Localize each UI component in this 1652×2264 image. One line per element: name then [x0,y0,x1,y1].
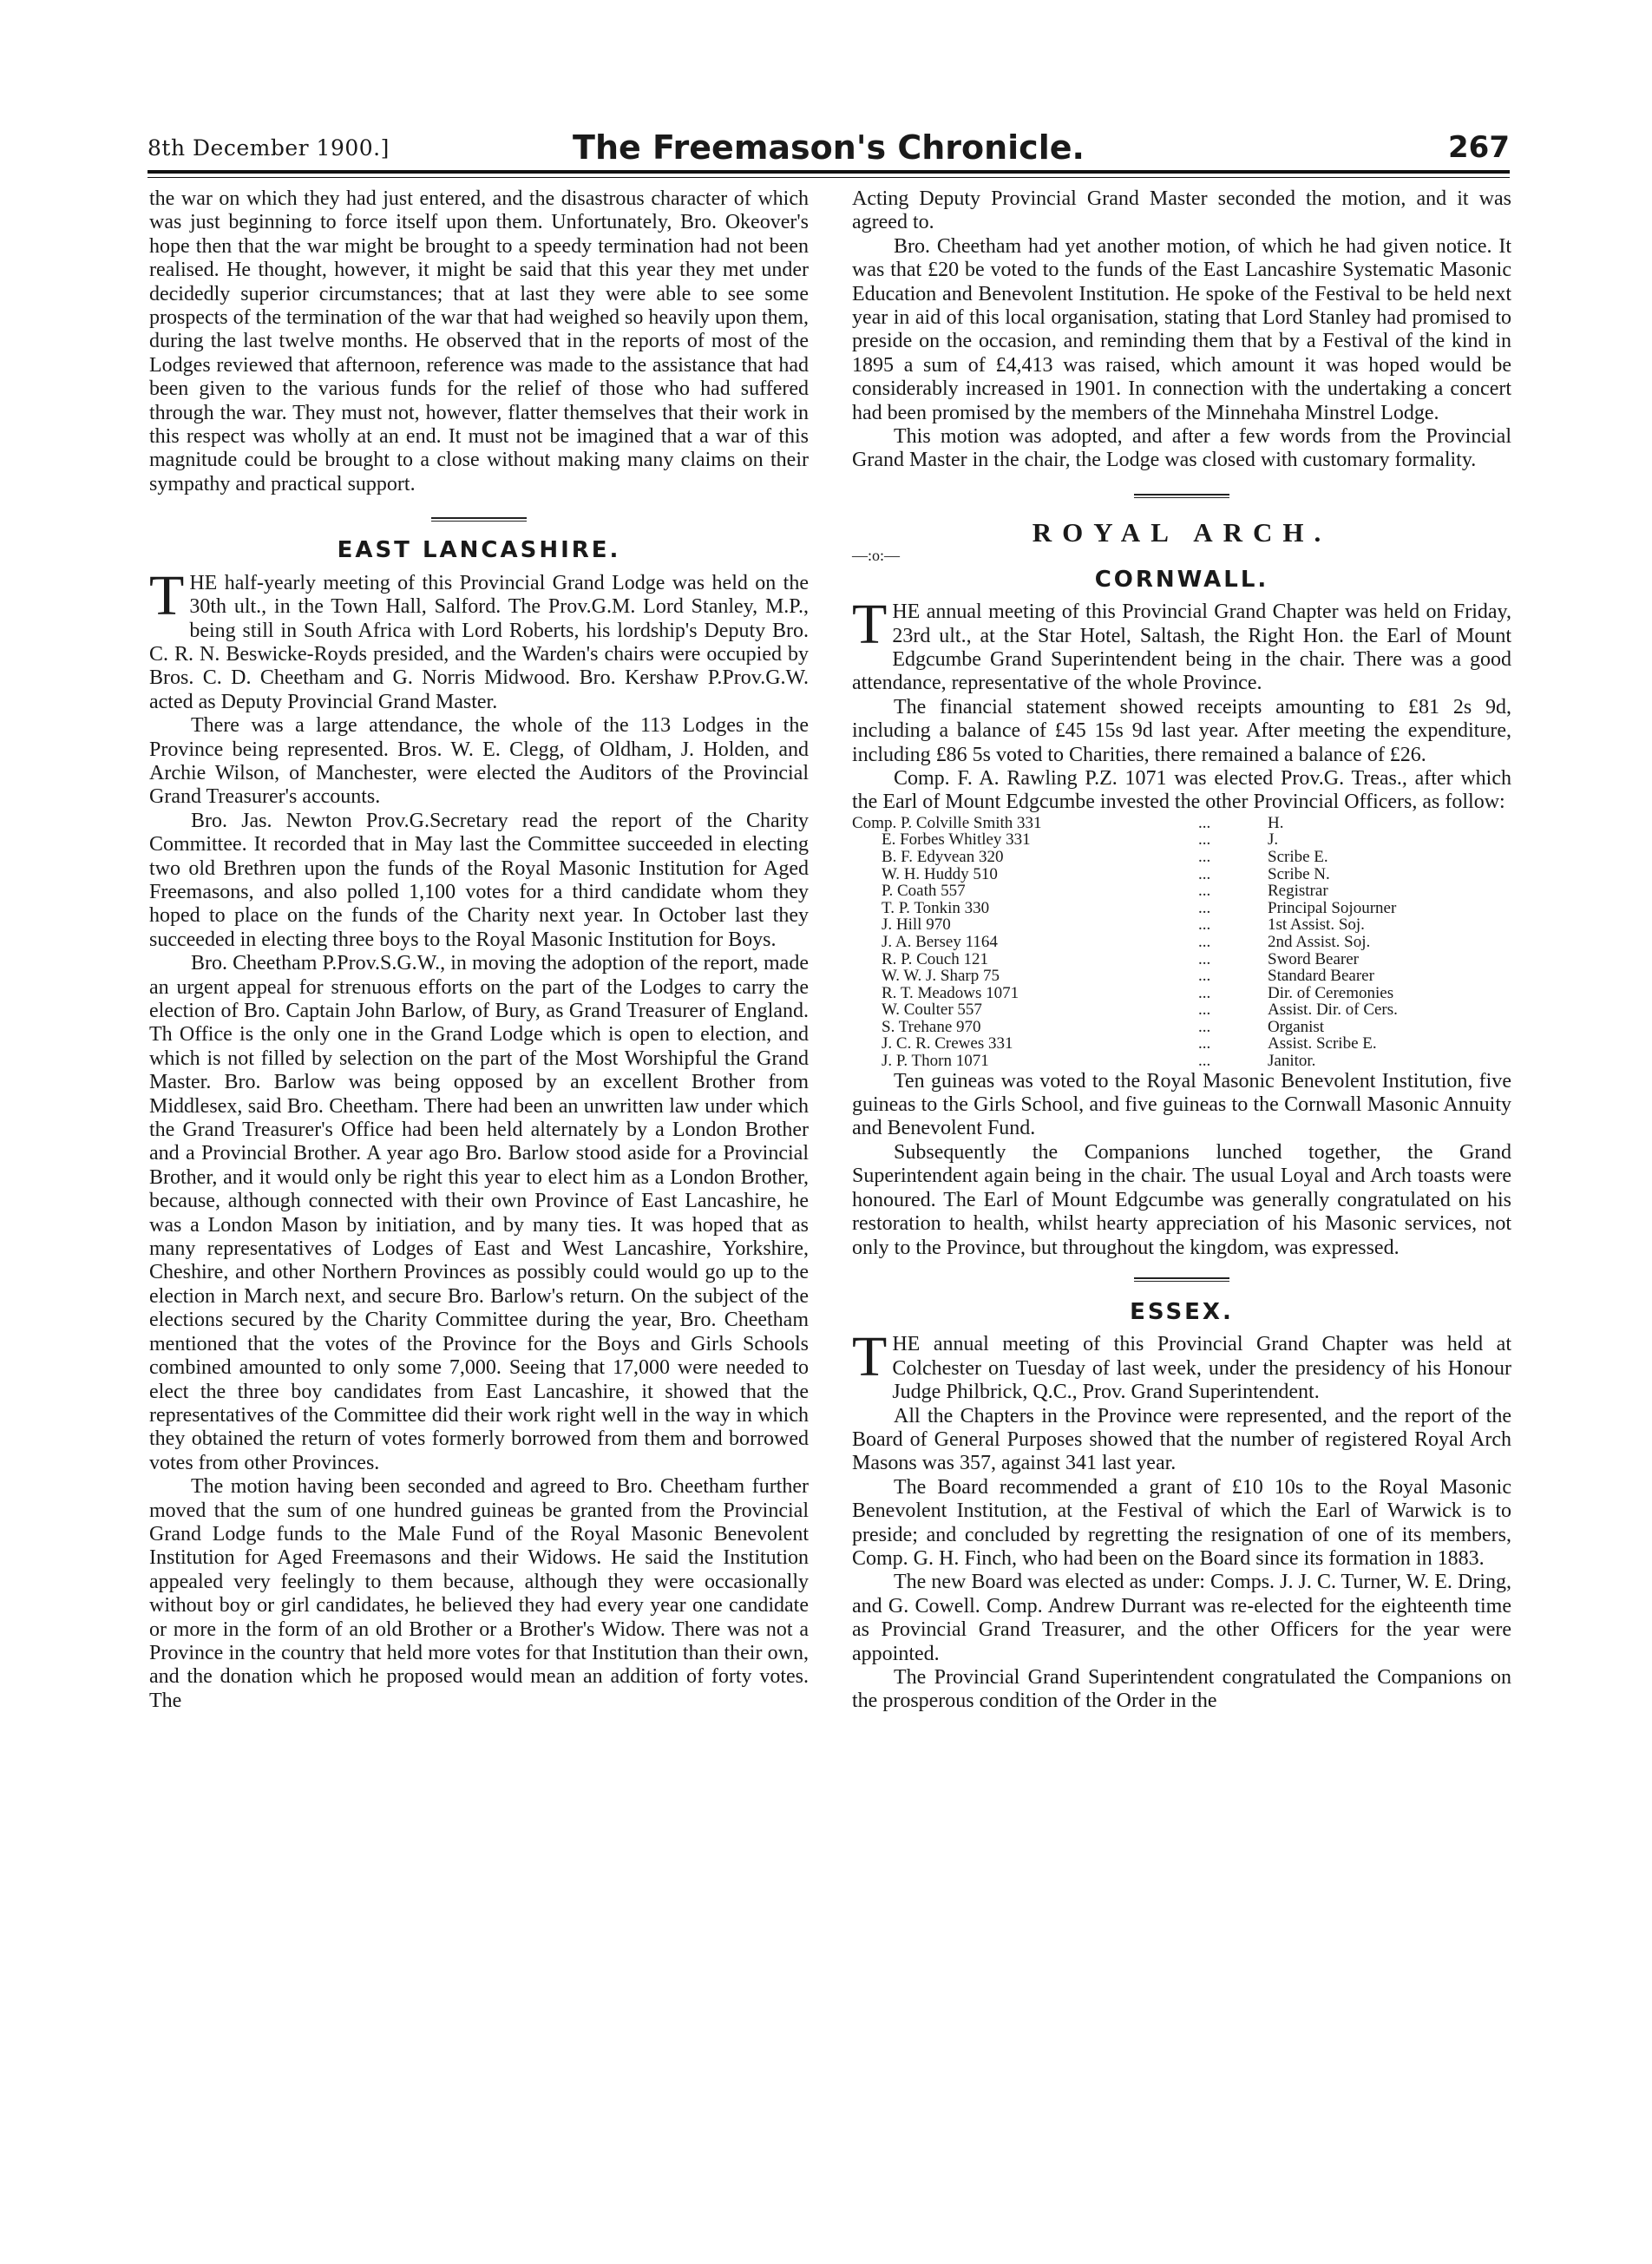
drop-cap: T [852,1325,888,1389]
officer-row [852,934,1511,951]
cornwall-paragraph-5: Subsequently the Companions lunched together, the Grand Superintendent again being in the chair. The usual Loyal and Arch toasts were honoured. The Earl of Mount Edgcumbe was generally congratulated on his restoration to health, whilst hearty appreciation of his Masonic services, not only to the Province, but throughout the kingdom, was expressed. [852,1140,1511,1259]
officer-office: J. [1268,830,1279,850]
officer-name: B. F. Edyvean 320 [882,847,1004,866]
officer-row [852,985,1511,1002]
officer-office: Principal Sojourner [1268,898,1397,917]
motion-adopted-paragraph: This motion was adopted, and after a few words from the Provincial Grand Master in the chair, the Lodge was closed with customary formality. [852,425,1511,472]
officer-name: S. Trehane 970 [882,1017,981,1036]
officer-name: T. P. Tonkin 330 [882,898,990,917]
officer-office: 2nd Assist. Soj. [1268,932,1371,951]
section-heading-royal-arch: ROYAL ARCH. [1032,516,1332,548]
officer-office: 1st Assist. Soj. [1268,915,1365,935]
leader-dots: ... [1198,898,1211,917]
leader-dots: ... [1198,813,1211,832]
officer-name: J. P. Thorn 1071 [882,1052,989,1071]
leader-dots: ... [1198,932,1211,951]
essex-paragraph-3: The Board recommended a grant of £10 10s to the Royal Masonic Benevolent Institution, at the Festival of which the Earl of Warwick is to preside; and concluded by regretting the resignation of one of its members, Comp. G. H. Finch, who had been on the Board since its formation in 1883. [852,1475,1511,1570]
officer-office: H. [1268,813,1284,832]
east-lancashire-paragraph-1: THE half-yearly meeting of this Provincial Grand Lodge was held on the 30th ult., in the Town Hall, Salford. The Prov.G.M. Lord Stanley, M.P., being still in South Africa with Lord Roberts, his lordship's Deputy Bro. C. R. N. Beswicke-Royds presided, and the Warden's chairs were occupied by Bros. C. D. Cheetham and G. Norris Midwood. Bro. Kershaw P.Prov.G.W. acted as Deputy Provincial Grand Master. [149,563,809,713]
officer-name: Comp. P. Colville Smith 331 [852,813,1042,832]
officer-name: J. C. R. Crewes 331 [882,1034,1013,1053]
leader-dots: ... [1198,882,1211,901]
officer-name: W. W. J. Sharp 75 [882,967,1000,986]
cornwall-paragraph-1: THE annual meeting of this Provincial Grand Chapter was held on Friday, 23rd ult., at the Star Hotel, Saltash, the Right Hon. the Earl of Mount Edgcumbe Grand Superintendent being in the chair. There was a good attendance, representative of the whole Province. [852,593,1511,695]
officer-row [852,951,1511,968]
officer-name: J. Hill 970 [882,915,951,935]
leader-dots: ... [1198,1017,1211,1036]
officer-row [852,1035,1511,1053]
section-heading-essex: ESSEX. [1130,1298,1234,1325]
east-lancashire-paragraph-4: Bro. Cheetham P.Prov.S.G.W., in moving the adoption of the report, made an urgent appeal for strenuous efforts on the part of the Lodges to carry the election of Bro. Captain John Barlow, of Bury, as Grand Treasurer of England. Th Office is the only one in the Grand Lodge which is open to election, and which is not filled by selection on the part of the Most Worshipful the Grand Master. Bro. Barlow was being opposed by an excellent Brother from Middlesex, said Bro. Cheetham. There had been an unwritten law under which the Grand Treasurer's Office had been held alternately by a London Brother and a Provincial Brother. A year ago Bro. Barlow stood aside for a Provincial Brother, and it would only be right this year to elect him as a London Brother, because, although connected with their own Province of East Lancashire, he was a London Mason by initiation, and by many ties. It was hoped that as many representatives of Lodges of East and West Lancashire, Yorkshire, Cheshire, and other Northern Provinces as possibly could would go up to the election in March next, and secure Bro. Barlow's return. On the subject of the elections secured by the Charity Committee during the year, Bro. Cheetham mentioned that the votes of the Province for the Boys and Girls Schools combined amounted to only some 7,000. Seeing that 17,000 were needed to elect the three boy candidates from East Lancashire, it showed that the representatives of the Committee did their work right well in the way in which they obtained the return of votes formerly borrowed from them and borrowed votes from other Provinces. [149,952,809,1474]
officer-office: Janitor. [1268,1052,1316,1071]
officer-row [852,815,1511,832]
officers-list [852,815,1511,1070]
officer-name: W. H. Huddy 510 [882,864,998,883]
cornwall-paragraph-2: The financial statement showed receipts amounting to £81 2s 9d, including a balance of £45 15s 9d last year. After meeting the expenditure, including £86 5s voted to Charities, there remained a balance of £26. [852,695,1511,766]
officer-office: Standard Bearer [1268,967,1374,986]
continuation-paragraph: the war on which they had just entered, and the disastrous character of which was just beginning to force itself upon them. Unfortunately, Bro. Okeover's hope then that the war might be brought to a speedy termination had not been realised. He thought, however, it might be said that this year they met under decidedly superior circumstances; that at last they were able to see some prospects of the termination of the war that had weighed so heavily upon them, during the last twelve months. He observed that in the reports of most of the Lodges reviewed that afternoon, reference was made to the assistance that had been given to the various funds for the relief of those who had suffered through the war. They must not, however, flatter themselves that their work in this respect was wholly at an end. It must not be imagined that a war of this magnitude could be brought to a close without making many claims on their sympathy and practical support. [149,187,809,495]
officer-office: Organist [1268,1017,1325,1036]
essex-paragraph-4: The new Board was elected as under: Comps. J. J. C. Turner, W. E. Dring, and G. Cowell. Comp. Andrew Durrant was re-elected for the eighteenth time as Provincial Grand Treasurer, and the other Officers for the year were appointed. [852,1571,1511,1665]
leader-dots: ... [1198,1034,1211,1053]
leader-dots: ... [1198,915,1211,935]
cornwall-paragraph-4: Ten guineas was voted to the Royal Masonic Benevolent Institution, five guineas to the Girls School, and five guineas to the Cornwall Masonic Annuity and Benevolent Fund. [852,1069,1511,1140]
officer-name: P. Coath 557 [882,882,966,901]
drop-cap: T [149,563,185,627]
east-lancashire-paragraph-3: Bro. Jas. Newton Prov.G.Secretary read the report of the Charity Committee. It recorded that in May last the Committee succeeded in electing two old Brethren upon the funds of the Royal Masonic Institution for Aged Freemasons, and also polled 1,100 votes for a third candidate whom they hoped to place on the funds of the Charity next year. In October last they succeeded in electing three boys to the Royal Masonic Institution for Boys. [149,809,809,951]
officer-row [852,1019,1511,1036]
page-header [148,128,1510,172]
header-title: The Freemason's Chronicle. [573,128,1085,167]
officer-row [852,883,1511,900]
officer-name: W. Coulter 557 [882,1001,982,1020]
east-lancashire-paragraph-2: There was a large attendance, the whole of the 113 Lodges in the Province being represented. Bros. W. E. Clegg, of Oldham, J. Holden, and Archie Wilson, of Manchester, were elected the Auditors of the Provincial Grand Treasurer's accounts. [149,714,809,809]
officer-row [852,866,1511,883]
officer-row [852,900,1511,917]
header-rule-thin [148,177,1510,178]
leader-dots: ... [1198,983,1211,1002]
essex-paragraph-5: The Provincial Grand Superintendent congratulated the Companions on the prosperous condition of the Order in the [852,1666,1511,1713]
officer-office: Scribe E. [1268,847,1328,866]
essex-paragraph-2: All the Chapters in the Province were represented, and the report of the Board of General Purposes showed that the number of registered Royal Arch Masons was 357, against 341 last year. [852,1404,1511,1475]
essex-paragraph-1: THE annual meeting of this Provincial Grand Chapter was held at Colchester on Tuesday of last week, under the presidency of his Honour Judge Philbrick, Q.C., Prov. Grand Superintendent. [852,1325,1511,1404]
section-heading-east-lancashire: EAST LANCASHIRE. [337,537,621,564]
officer-row [852,916,1511,934]
left-column [149,187,809,1713]
cheetham-motion-paragraph: Bro. Cheetham had yet another motion, of which he had given notice. It was that £20 be voted to the funds of the East Lancashire Systematic Masonic Education and Benevolent Institution. He spoke of the Festival to be held next year in aid of this local organisation, stating that Lord Stanley had promised to preside on the occasion, and reminding them that by a Festival of the kind in 1895 a sum of £4,413 was raised, which amount it was hoped would be considerably increased in 1901. In connection with the undertaking a concert had been promised by the members of the Minnehaha Minstrel Lodge. [852,234,1511,424]
leader-dots: ... [1198,1052,1211,1071]
officer-row [852,1001,1511,1019]
section-heading-cornwall: CORNWALL. [1094,566,1269,593]
leader-dots: ... [1198,967,1211,986]
officer-office: Dir. of Ceremonies [1268,983,1394,1002]
officer-office: Sword Bearer [1268,949,1359,968]
leader-dots: ... [1198,949,1211,968]
drop-cap: T [852,593,888,657]
leader-dots: ... [1198,1001,1211,1020]
officer-office: Assist. Dir. of Cers. [1268,1001,1398,1020]
officer-row [852,1053,1511,1070]
officer-row [852,831,1511,849]
continuation-paragraph-right: Acting Deputy Provincial Grand Master seconded the motion, and it was agreed to. [852,187,1511,234]
officer-row [852,849,1511,866]
leader-dots: ... [1198,830,1211,850]
officer-office: Registrar [1268,882,1328,901]
officer-name: R. P. Couch 121 [882,949,988,968]
leader-dots: ... [1198,847,1211,866]
ornament-divider: —:o:— [852,547,901,565]
header-date: 8th December 1900.] [148,135,390,161]
leader-dots: ... [1198,864,1211,883]
officer-name: R. T. Meadows 1071 [882,983,1019,1002]
cornwall-paragraph-3: Comp. F. A. Rawling P.Z. 1071 was elected Prov.G. Treas., after which the Earl of Mount Edgcumbe invested the other Provincial Officers, as follow: [852,766,1511,814]
officer-name: E. Forbes Whitley 331 [882,830,1031,850]
officer-office: Scribe N. [1268,864,1330,883]
officer-office: Assist. Scribe E. [1268,1034,1377,1053]
east-lancashire-paragraph-5: The motion having been seconded and agreed to Bro. Cheetham further moved that the sum of one hundred guineas be granted from the Provincial Grand Lodge funds to the Male Fund of the Royal Masonic Benevolent Institution for Aged Freemasons and their Widows. He said the Institution appealed very feelingly to them because, although they were occasionally without boy or girl candidates, he believed they had every year one candidate or more in the form of an old Brother or a Brother's Widow. There was not a Province in the country that held more votes for that Institution than their own, and the donation which he proposed would mean an addition of forty votes. The [149,1475,809,1712]
header-page-number: 267 [1448,130,1510,165]
right-column [852,187,1511,1714]
header-rule-thick [148,170,1510,174]
officer-name: J. A. Bersey 1164 [882,932,998,951]
officer-row [852,968,1511,985]
